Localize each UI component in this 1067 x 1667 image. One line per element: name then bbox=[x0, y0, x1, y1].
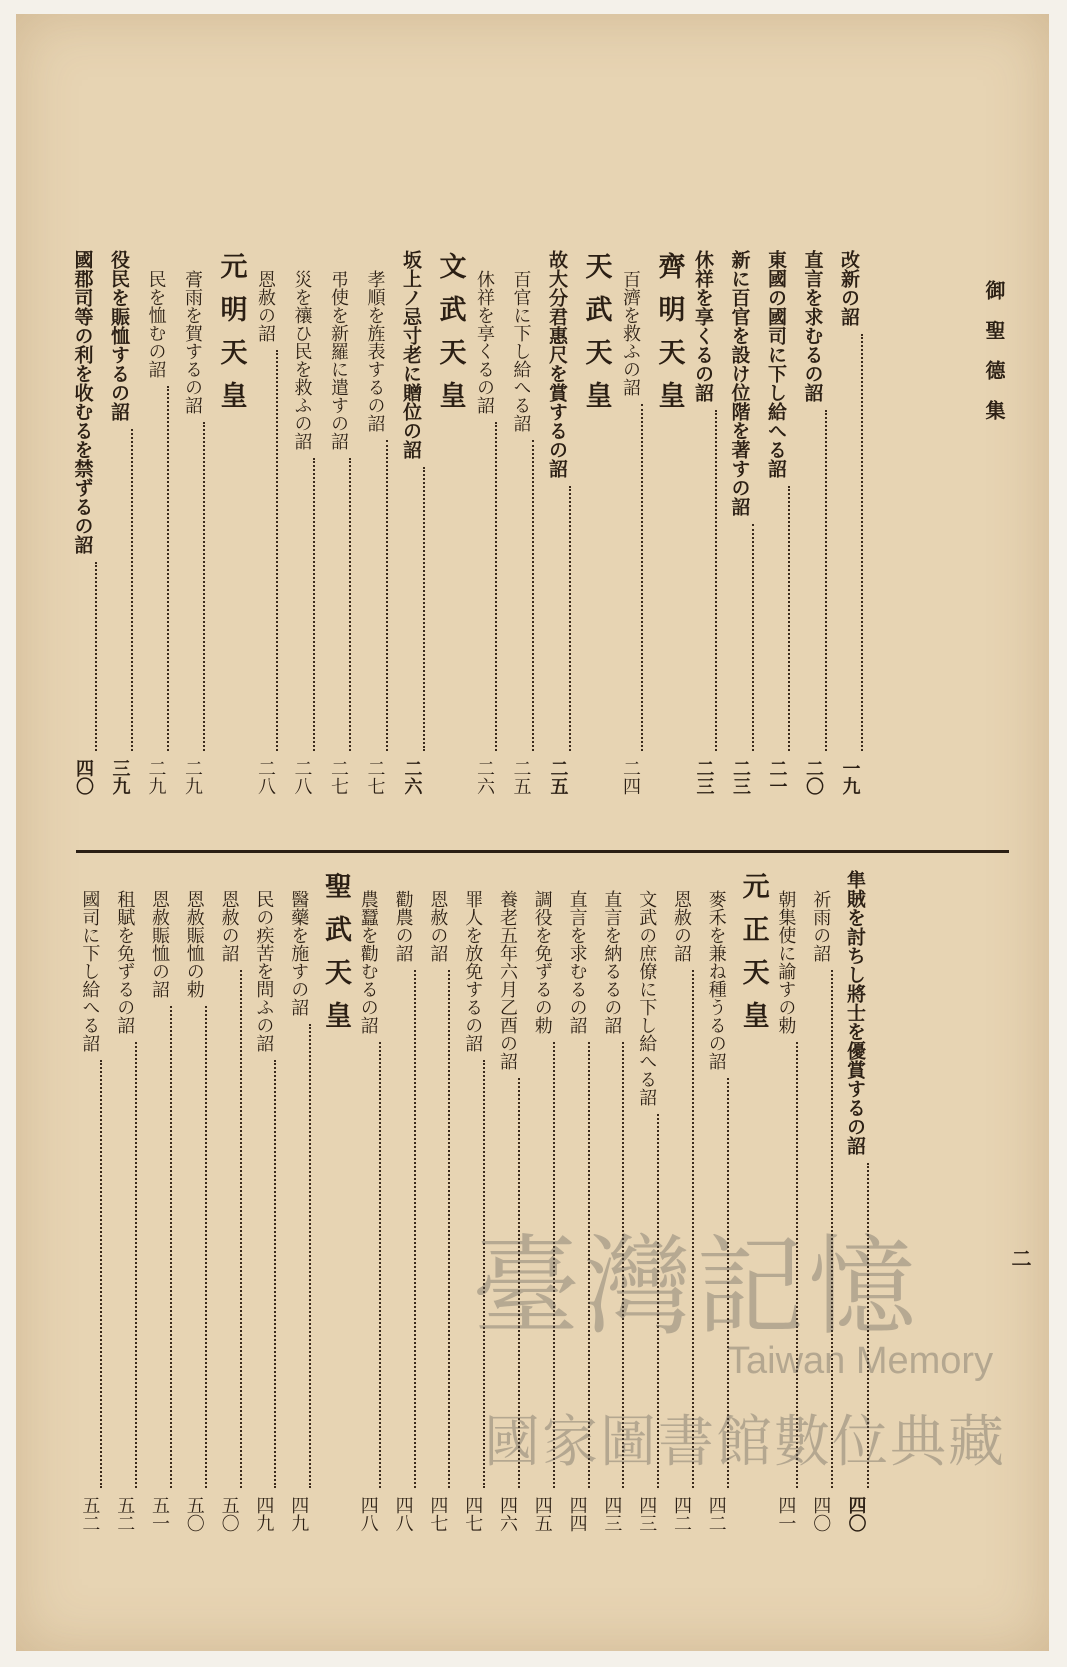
leader-dots bbox=[386, 440, 388, 751]
entry-page-number: 四九 bbox=[253, 1496, 275, 1532]
entry-title: 休祥を享くるの詔 bbox=[474, 270, 495, 414]
entry-page-number: 二七 bbox=[328, 759, 349, 795]
entry-page-number: 二六 bbox=[401, 759, 423, 795]
entry-title: 罪人を放免するの詔 bbox=[462, 890, 484, 1052]
entry-page-number: 二三 bbox=[693, 759, 715, 795]
entry-title: 恩赦の詔 bbox=[255, 270, 276, 342]
entry-title: 調役を免ずるの勅 bbox=[531, 890, 553, 1034]
entry-page-number: 四一 bbox=[775, 1496, 797, 1532]
toc-entry bbox=[289, 270, 315, 795]
toc-entry bbox=[800, 250, 827, 795]
emperor-heading: 齊明天皇 bbox=[653, 252, 685, 424]
toc-entry bbox=[111, 890, 137, 1532]
toc-entry bbox=[143, 270, 169, 795]
leader-dots bbox=[276, 350, 278, 751]
leader-dots bbox=[569, 486, 571, 751]
entry-title: 朝集使に諭すの勅 bbox=[775, 890, 797, 1034]
entry-title: 勸農の詔 bbox=[392, 890, 414, 962]
toc-entry bbox=[362, 270, 388, 795]
entry-title: 孝順を旌表するの詔 bbox=[364, 270, 386, 432]
watermark-calligraphy: 臺灣記憶 bbox=[472, 1225, 921, 1350]
section-divider-rule bbox=[76, 850, 1009, 853]
toc-entry bbox=[70, 250, 97, 795]
leader-dots bbox=[495, 422, 497, 751]
toc-entry bbox=[727, 250, 754, 795]
running-head: 御聖德集 bbox=[982, 280, 1006, 440]
leader-dots bbox=[788, 486, 790, 751]
entry-page-number: 四〇 bbox=[845, 1496, 867, 1532]
entry-page-number: 四二 bbox=[671, 1496, 692, 1532]
emperor-heading: 文武天皇 bbox=[434, 252, 466, 424]
entry-title: 坂上ノ忌寸老に贈位の詔 bbox=[400, 250, 422, 459]
entry-page-number: 三九 bbox=[109, 759, 131, 795]
leader-dots bbox=[240, 970, 242, 1488]
leader-dots bbox=[379, 1042, 381, 1488]
emperor-heading: 元正天皇 bbox=[737, 872, 769, 1044]
entry-page-number: 二八 bbox=[255, 759, 276, 795]
entry-title: 民の疾苦を問ふの詔 bbox=[253, 890, 275, 1052]
entry-page-number: 二八 bbox=[291, 759, 313, 795]
entry-title: 直言を求むるの詔 bbox=[801, 250, 824, 402]
entry-page-number: 一九 bbox=[839, 759, 861, 795]
entry-title: 隼賊を討ちし將士を優賞するの詔 bbox=[844, 870, 866, 1155]
entry-title: 醫藥を施すの詔 bbox=[288, 890, 310, 1016]
entry-page-number: 二五 bbox=[547, 759, 569, 795]
entry-page-number: 五〇 bbox=[218, 1496, 240, 1532]
leader-dots bbox=[131, 429, 133, 751]
toc-entry bbox=[544, 250, 571, 795]
entry-title: 災を禳ひ民を救ふの詔 bbox=[291, 270, 313, 450]
entry-page-number: 二五 bbox=[510, 759, 532, 795]
toc-entry bbox=[398, 250, 425, 795]
toc-entry bbox=[617, 270, 643, 795]
toc-entry bbox=[179, 270, 205, 795]
toc-entry bbox=[252, 270, 278, 795]
toc-entry bbox=[763, 250, 790, 795]
entry-page-number: 四〇 bbox=[810, 1496, 832, 1532]
page-number: 二 bbox=[1008, 1248, 1032, 1268]
entry-page-number: 五二 bbox=[114, 1496, 136, 1532]
entry-title: 直言を納るるの詔 bbox=[601, 890, 623, 1034]
entry-page-number: 二六 bbox=[474, 759, 495, 795]
watermark-library: 國家圖書館數位典藏 bbox=[484, 1410, 1006, 1475]
leader-dots bbox=[95, 562, 97, 751]
entry-title: 祈雨の詔 bbox=[810, 890, 832, 962]
emperor-heading: 聖武天皇 bbox=[320, 872, 351, 1044]
entry-title: 新に百官を設け位階を著すの詔 bbox=[728, 250, 751, 516]
entry-title: 國司に下し給へる詔 bbox=[79, 890, 101, 1052]
toc-entry bbox=[285, 890, 311, 1532]
entry-page-number: 五〇 bbox=[183, 1496, 205, 1532]
entry-page-number: 二九 bbox=[182, 759, 203, 795]
entry-page-number: 四六 bbox=[497, 1496, 518, 1532]
entry-title: 膏雨を賀するの詔 bbox=[182, 270, 203, 414]
entry-title: 弔使を新羅に遣すの詔 bbox=[328, 270, 349, 450]
leader-dots bbox=[100, 1060, 102, 1488]
entry-title: 東國の國司に下し給へる詔 bbox=[765, 250, 787, 478]
toc-entry bbox=[216, 890, 242, 1532]
entry-title: 百官に下し給へる詔 bbox=[510, 270, 532, 432]
leader-dots bbox=[641, 404, 643, 751]
entry-page-number: 二四 bbox=[620, 759, 641, 795]
toc-entry bbox=[181, 890, 207, 1532]
leader-dots bbox=[203, 422, 205, 751]
entry-page-number: 四九 bbox=[288, 1496, 310, 1532]
entry-page-number: 二九 bbox=[145, 759, 167, 795]
entry-title: 休祥を享くるの詔 bbox=[692, 250, 714, 402]
leader-dots bbox=[715, 410, 717, 751]
leader-dots bbox=[752, 524, 754, 751]
toc-entry bbox=[76, 890, 102, 1532]
entry-page-number: 二七 bbox=[364, 759, 386, 795]
entry-page-number: 四八 bbox=[357, 1496, 379, 1532]
entry-title: 恩赦賑恤の詔 bbox=[149, 890, 170, 998]
toc-entry bbox=[424, 890, 450, 1532]
leader-dots bbox=[205, 1006, 207, 1488]
toc-entry bbox=[355, 890, 381, 1532]
entry-title: 國郡司等の利を收むるを禁ずるの詔 bbox=[71, 250, 94, 554]
toc-entry bbox=[106, 250, 133, 795]
entry-title: 直言を求むるの詔 bbox=[566, 890, 588, 1034]
entry-page-number: 五一 bbox=[149, 1496, 170, 1532]
toc-entry bbox=[471, 270, 497, 795]
entry-title: 租賦を免ずるの詔 bbox=[114, 890, 136, 1034]
leader-dots bbox=[861, 334, 863, 751]
entry-title: 文武の庶僚に下し給へる詔 bbox=[636, 890, 658, 1106]
leader-dots bbox=[274, 1060, 276, 1488]
toc-entry bbox=[250, 890, 276, 1532]
emperor-heading: 天武天皇 bbox=[580, 252, 612, 424]
leader-dots bbox=[825, 410, 827, 751]
entry-title: 恩赦賑恤の勅 bbox=[183, 890, 205, 998]
toc-entry bbox=[690, 250, 717, 795]
leader-dots bbox=[309, 1024, 311, 1488]
entry-page-number: 四三 bbox=[636, 1496, 658, 1532]
toc-entry bbox=[146, 890, 172, 1532]
entry-page-number: 四五 bbox=[531, 1496, 553, 1532]
leader-dots bbox=[167, 386, 169, 751]
entry-page-number: 二〇 bbox=[803, 759, 824, 795]
leader-dots bbox=[414, 970, 416, 1488]
leader-dots bbox=[170, 1006, 172, 1488]
entry-title: 恩赦の詔 bbox=[218, 890, 240, 962]
entry-page-number: 四四 bbox=[566, 1496, 588, 1532]
leader-dots bbox=[532, 440, 534, 751]
entry-page-number: 四八 bbox=[392, 1496, 414, 1532]
entry-title: 麥禾を兼ね種うるの詔 bbox=[705, 890, 727, 1070]
leader-dots bbox=[313, 458, 315, 751]
entry-page-number: 二三 bbox=[730, 759, 751, 795]
leader-dots bbox=[135, 1042, 137, 1488]
leader-dots bbox=[423, 467, 425, 751]
entry-page-number: 四二 bbox=[705, 1496, 727, 1532]
entry-page-number: 四七 bbox=[427, 1496, 449, 1532]
entry-page-number: 四三 bbox=[601, 1496, 623, 1532]
toc-entry bbox=[508, 270, 534, 795]
toc-entry bbox=[390, 890, 416, 1532]
entry-title: 役民を賑恤するの詔 bbox=[108, 250, 130, 421]
entry-title: 故大分君惠尺を賞するの詔 bbox=[546, 250, 568, 478]
entry-title: 改新の詔 bbox=[838, 250, 860, 326]
toc-entry bbox=[325, 270, 351, 795]
entry-title: 百濟を救ふの詔 bbox=[620, 270, 641, 396]
toc-entry bbox=[836, 250, 863, 795]
leader-dots bbox=[448, 970, 450, 1488]
leader-dots bbox=[349, 458, 351, 751]
watermark-english: Taiwan Memory bbox=[727, 1340, 994, 1382]
entry-title: 民を恤むの詔 bbox=[145, 270, 167, 378]
entry-title: 養老五年六月乙酉の詔 bbox=[497, 890, 518, 1070]
emperor-heading: 元明天皇 bbox=[215, 252, 247, 424]
entry-title: 恩赦の詔 bbox=[671, 890, 692, 962]
entry-page-number: 五二 bbox=[79, 1496, 101, 1532]
entry-page-number: 四〇 bbox=[73, 759, 94, 795]
entry-title: 農蠶を勸むるの詔 bbox=[357, 890, 379, 1034]
entry-title: 恩赦の詔 bbox=[427, 890, 449, 962]
entry-page-number: 二一 bbox=[766, 759, 788, 795]
entry-page-number: 四七 bbox=[462, 1496, 484, 1532]
